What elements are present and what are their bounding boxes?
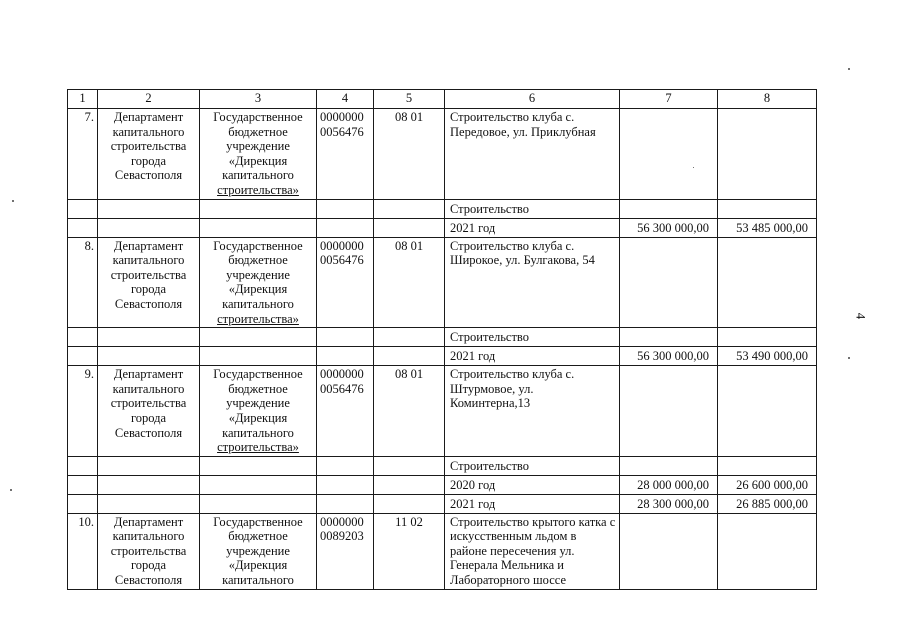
scan-speck — [848, 357, 850, 359]
type-cell: Строительство — [445, 456, 620, 475]
type-row — [68, 328, 817, 347]
year-row — [68, 347, 817, 366]
header-cell: 3 — [200, 90, 317, 109]
amount-col8: 26 600 000,00 — [718, 475, 817, 494]
recipient-text: Государственное бюджетное учреждение «Дирекция капитального — [213, 367, 303, 440]
empty-cell — [620, 237, 718, 328]
table-row — [68, 366, 817, 457]
recipient-cell — [200, 366, 317, 457]
object-cell: Строительство клуба с. Передовое, ул. Приклубная — [445, 109, 620, 200]
department-cell: Департамент капитального строительства города Севастополя — [98, 109, 200, 200]
year-cell: 2021 год — [445, 347, 620, 366]
header-cell: 8 — [718, 90, 817, 109]
empty-cell — [718, 237, 817, 328]
scan-speck — [848, 68, 850, 70]
department-cell: Департамент капитального строительства города Севастополя — [98, 513, 200, 589]
scan-speck — [12, 200, 14, 202]
amount-col7: 56 300 000,00 — [620, 218, 718, 237]
row-number: 10. — [68, 513, 98, 589]
year-cell: 2021 год — [445, 494, 620, 513]
scan-speck — [10, 489, 12, 491]
recipient-cell — [200, 109, 317, 200]
row-number: 7. — [68, 109, 98, 200]
code-cell: 0000000 0089203 — [317, 513, 374, 589]
type-row — [68, 199, 817, 218]
amount-col7: 28 300 000,00 — [620, 494, 718, 513]
object-cell: Строительство клуба с. Широкое, ул. Булгакова, 54 — [445, 237, 620, 328]
year-row — [68, 475, 817, 494]
recipient-text-underlined: строительства» — [217, 182, 299, 197]
amount-col7: 28 000 000,00 — [620, 475, 718, 494]
page-number: 4 — [853, 312, 869, 320]
empty-cell — [620, 109, 718, 200]
year-cell: 2020 год — [445, 475, 620, 494]
department-cell: Департамент капитального строительства города Севастополя — [98, 237, 200, 328]
recipient-text-underlined: строительства» — [217, 440, 299, 455]
empty-cell — [718, 513, 817, 589]
header-cell: 6 — [445, 90, 620, 109]
code-cell: 0000000 0056476 — [317, 109, 374, 200]
section-cell: 08 01 — [374, 109, 445, 200]
code-cell: 0000000 0056476 — [317, 237, 374, 328]
year-cell: 2021 год — [445, 218, 620, 237]
recipient-text: Государственное бюджетное учреждение «Дирекция капитального — [213, 514, 303, 588]
amount-col7: 56 300 000,00 — [620, 347, 718, 366]
section-cell: 08 01 — [374, 237, 445, 328]
empty-cell — [718, 366, 817, 457]
header-cell: 7 — [620, 90, 718, 109]
empty-cell — [718, 109, 817, 200]
header-cell: 4 — [317, 90, 374, 109]
department-cell: Департамент капитального строительства города Севастополя — [98, 366, 200, 457]
recipient-text: Государственное бюджетное учреждение «Дирекция капитального — [213, 238, 303, 311]
object-cell: Строительство клуба с. Штурмовое, ул. Коминтерна,13 — [445, 366, 620, 457]
year-row — [68, 494, 817, 513]
header-cell: 5 — [374, 90, 445, 109]
type-row — [68, 456, 817, 475]
empty-cell — [620, 366, 718, 457]
amount-col8: 53 485 000,00 — [718, 218, 817, 237]
code-cell: 0000000 0056476 — [317, 366, 374, 457]
table-row — [68, 109, 817, 200]
amount-col8: 26 885 000,00 — [718, 494, 817, 513]
section-cell: 11 02 — [374, 513, 445, 589]
empty-cell — [620, 513, 718, 589]
recipient-text: Государственное бюджетное учреждение «Дирекция капитального — [213, 110, 303, 183]
type-cell: Строительство — [445, 199, 620, 218]
year-row — [68, 218, 817, 237]
table-row — [68, 513, 817, 589]
header-row — [68, 90, 817, 109]
type-cell: Строительство — [445, 328, 620, 347]
budget-table — [67, 89, 817, 590]
recipient-cell — [200, 237, 317, 328]
amount-col8: 53 490 000,00 — [718, 347, 817, 366]
recipient-cell — [200, 513, 317, 589]
row-number: 9. — [68, 366, 98, 457]
table-row — [68, 237, 817, 328]
row-number: 8. — [68, 237, 98, 328]
section-cell: 08 01 — [374, 366, 445, 457]
header-cell: 1 — [68, 90, 98, 109]
header-cell: 2 — [98, 90, 200, 109]
object-cell: Строительство крытого катка с искусственным льдом в районе пересечения ул. Генерала Мельника и Лабораторного шоссе — [445, 513, 620, 589]
recipient-text-underlined: строительства» — [217, 311, 299, 326]
